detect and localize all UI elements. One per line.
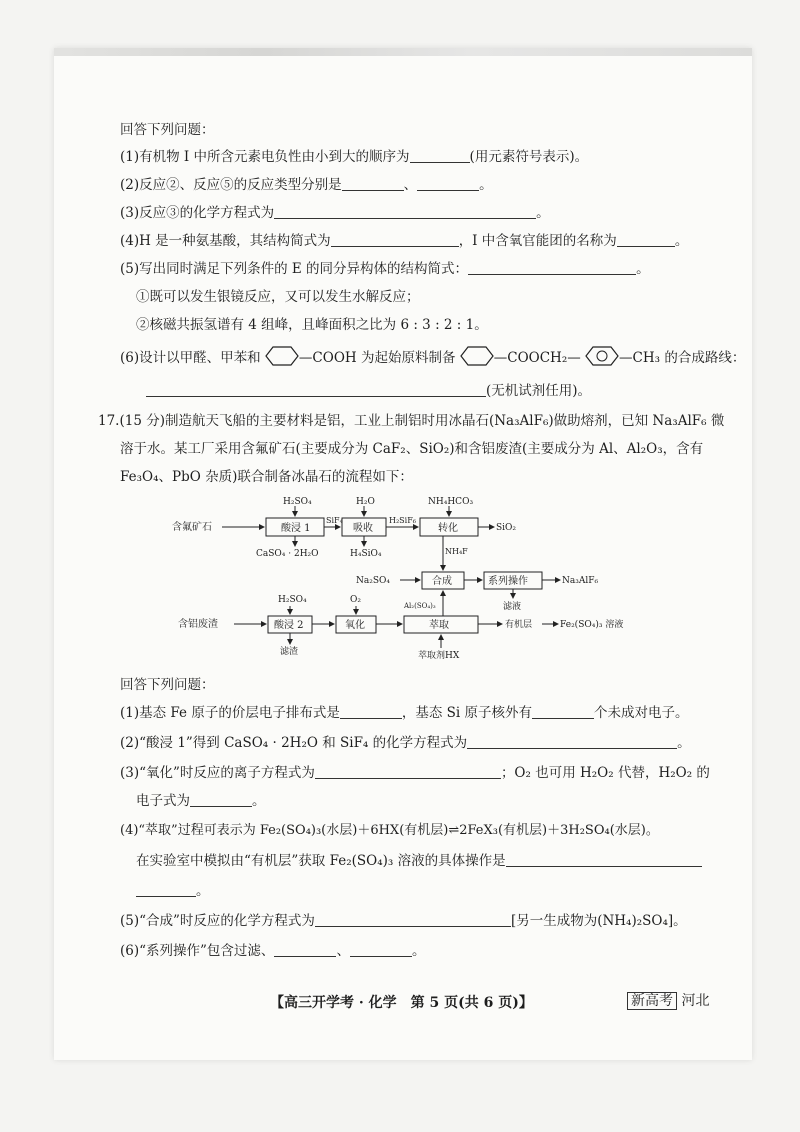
convert-label: 转化 <box>438 523 458 534</box>
synth-label: 合成 <box>432 576 452 587</box>
q16-part3: (3)反应③的化学方程式为 。 <box>120 205 550 221</box>
edition-badge: 新高考 <box>627 992 677 1010</box>
svg-text:H₂SiF₆: H₂SiF₆ <box>389 516 416 525</box>
q16-intro: 回答下列问题： <box>120 122 215 138</box>
answer-blank[interactable] <box>342 176 404 191</box>
q16-part5: (5)写出同时满足下列条件的 E 的同分异构体的结构简式： 。 <box>120 261 650 277</box>
answer-blank[interactable] <box>410 148 470 163</box>
svg-text:O₂: O₂ <box>350 595 361 605</box>
answer-blank[interactable] <box>190 792 252 807</box>
process-flow-diagram <box>150 494 710 662</box>
benzene-ring-icon <box>585 346 619 366</box>
q17-part1: (1)基态 Fe 原子的价层电子排布式是 ，基态 Si 原子核外有 个未成对电子。 <box>120 705 689 721</box>
svg-text:Al₂(SO₄)₃: Al₂(SO₄)₃ <box>404 602 436 610</box>
alwaste-label: 含铝废渣 <box>178 619 218 630</box>
answer-blank[interactable] <box>136 882 196 897</box>
answer-blank[interactable] <box>315 764 501 779</box>
q17-stem-3: Fe₃O₄、PbO 杂质)联合制备冰晶石的流程如下： <box>120 469 413 485</box>
q17-part2: (2)“酸浸 1”得到 CaSO₄ · 2H₂O 和 SiF₄ 的化学方程式为 。 <box>120 735 691 751</box>
answer-blank[interactable] <box>506 852 702 867</box>
extract-label: 萃取 <box>429 620 449 631</box>
answer-blank[interactable] <box>274 942 336 957</box>
svg-text:CaSO₄ · 2H₂O: CaSO₄ · 2H₂O <box>256 549 319 559</box>
benzene-ring-icon <box>265 346 299 366</box>
answer-blank[interactable] <box>340 704 402 719</box>
q16-part2: (2)反应②、反应⑤的反应类型分别是 、 。 <box>120 177 493 193</box>
answer-blank[interactable] <box>315 912 511 927</box>
q16-part6: (6)设计以甲醛、甲苯和 —COOH 为起始原料制备 —COOCH₂— —CH₃ 的合成路线： <box>120 346 745 367</box>
svg-text:H₂SO₄: H₂SO₄ <box>278 595 307 605</box>
q17-stem-1: 17.(15 分)制造航天飞船的主要材料是铝，工业上制铝时用冰晶石(Na₃AlF₆)做助熔剂，已知 Na₃AlF₆ 微 <box>98 413 725 429</box>
q16-condition-2: ②核磁共振氢谱有 4 组峰，且峰面积之比为 6 : 3 : 2 : 1。 <box>136 317 488 333</box>
q16-part4: (4)H 是一种氨基酸，其结构简式为 ，I 中含氧官能团的名称为 。 <box>120 233 689 249</box>
series-label: 系列操作 <box>488 576 528 587</box>
svg-text:Na₂SO₄: Na₂SO₄ <box>356 576 391 586</box>
svg-text:Fe₂(SO₄)₃ 溶液: Fe₂(SO₄)₃ 溶液 <box>560 620 624 630</box>
answer-blank[interactable] <box>468 260 636 275</box>
q16-part6-route: (无机试剂任用)。 <box>120 382 591 400</box>
svg-text:SiF₄: SiF₄ <box>326 516 343 525</box>
q16-part1: (1)有机物 I 中所含元素电负性由小到大的顺序为 (用元素符号表示)。 <box>120 149 589 165</box>
fluorite-label: 含氟矿石 <box>172 522 212 533</box>
q17-part6: (6)“系列操作”包含过滤、 、 。 <box>120 943 426 959</box>
answer-blank[interactable] <box>350 942 412 957</box>
answer-blank[interactable] <box>331 232 459 247</box>
svg-text:Na₃AlF₆: Na₃AlF₆ <box>562 576 599 586</box>
answer-blank[interactable] <box>417 176 479 191</box>
q17-part5: (5)“合成”时反应的化学方程式为 [另一生成物为(NH₄)₂SO₄]。 <box>120 913 687 929</box>
q17-part3: (3)“氧化”时反应的离子方程式为 ；O₂ 也可用 H₂O₂ 代替，H₂O₂ 的 <box>120 765 710 781</box>
q16-condition-1: ①既可以发生银镜反应，又可以发生水解反应； <box>136 289 420 305</box>
answer-blank[interactable] <box>146 382 486 397</box>
q17-part4: (4)“萃取”过程可表示为 Fe₂(SO₄)₃(水层)＋6HX(有机层)⇌2FeX₃(有机层)＋3H₂SO₄(水层)。 <box>120 823 659 838</box>
q17-part4-cont: 在实验室中模拟由“有机层”获取 Fe₂(SO₄)₃ 溶液的具体操作是 <box>136 852 702 870</box>
svg-text:H₂SO₄: H₂SO₄ <box>283 497 312 507</box>
q17-stem-2: 溶于水。某工厂采用含氟矿石(主要成分为 CaF₂、SiO₂)和含铝废渣(主要成分为 Al、Al₂O₃，含有 <box>120 441 704 457</box>
benzene-ring-icon <box>460 346 494 366</box>
oxid-label: 氧化 <box>345 620 365 631</box>
q17-part3-cont: 电子式为 。 <box>136 793 266 809</box>
svg-text:滤渣: 滤渣 <box>280 647 299 657</box>
edition-tag <box>627 990 709 1010</box>
svg-text:萃取剂HX: 萃取剂HX <box>418 651 460 661</box>
answer-blank[interactable] <box>274 204 536 219</box>
leach2-label: 酸浸 2 <box>274 620 304 631</box>
absorb-label: 吸收 <box>353 523 373 534</box>
svg-text:有机层: 有机层 <box>505 620 533 630</box>
answer-blank[interactable] <box>532 704 594 719</box>
page-footer: 【高三开学考 · 化学 第 5 页(共 6 页)】 <box>270 995 533 1011</box>
q17-intro: 回答下列问题： <box>120 677 215 693</box>
svg-text:H₄SiO₄: H₄SiO₄ <box>350 549 382 559</box>
svg-text:NH₄F: NH₄F <box>445 547 468 556</box>
leach1-label: 酸浸 1 <box>281 523 311 534</box>
svg-text:H₂O: H₂O <box>356 497 375 507</box>
scan-edge <box>54 48 752 56</box>
svg-text:滤液: 滤液 <box>503 602 522 612</box>
q17-part4-end: 。 <box>136 882 210 900</box>
answer-blank[interactable] <box>617 232 675 247</box>
region-label: 河北 <box>681 993 710 1009</box>
answer-blank[interactable] <box>467 734 677 749</box>
svg-text:SiO₂: SiO₂ <box>496 523 517 533</box>
svg-text:NH₄HCO₃: NH₄HCO₃ <box>428 497 474 507</box>
